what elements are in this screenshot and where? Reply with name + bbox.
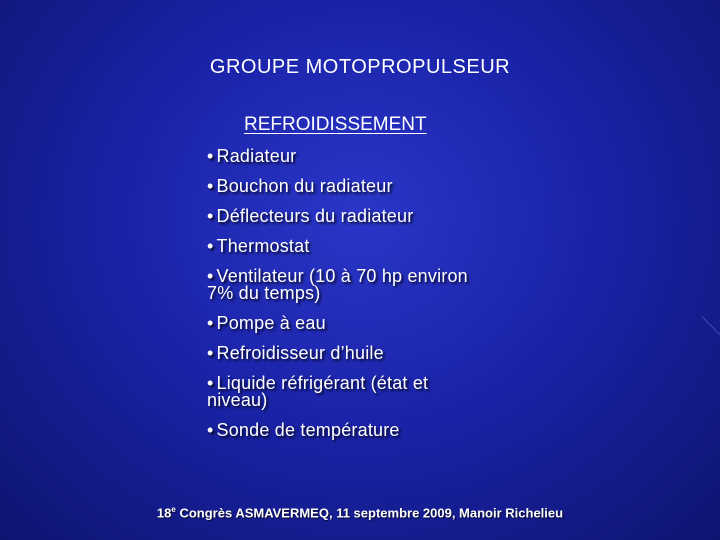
list-item-text: Thermostat (216, 236, 310, 256)
list-item-text-continued: 7% du temps) (207, 283, 321, 303)
list-item (207, 268, 527, 302)
slide-title: GROUPE MOTOPROPULSEUR (209, 56, 511, 78)
bullet-icon: • (207, 176, 214, 196)
list-item-text: Liquide réfrigérant (état et (216, 373, 429, 393)
footer-superscript: e (171, 505, 176, 514)
bullet-icon: • (207, 146, 214, 166)
list-item (207, 178, 527, 195)
list-item (207, 315, 527, 332)
bullet-icon: • (207, 266, 214, 286)
list-item-text: Radiateur (216, 146, 297, 166)
list-item (207, 208, 527, 225)
list-item-text: Ventilateur (10 à 70 hp environ (216, 266, 468, 286)
list-item-text: Bouchon du radiateur (216, 176, 393, 196)
list-item (207, 375, 527, 409)
bullet-icon: • (207, 206, 214, 226)
bullet-icon: • (207, 313, 214, 333)
list-item-text: Refroidisseur d’huile (216, 343, 384, 363)
list-item (207, 345, 527, 362)
footer-text: Congrès ASMAVERMEQ, 11 septembre 2009, Manoir Richelieu (175, 505, 564, 521)
bullet-list (207, 148, 527, 439)
list-item-text-continued: niveau) (207, 390, 268, 410)
bullet-icon: • (207, 373, 214, 393)
list-item (207, 422, 527, 439)
bullet-icon: • (207, 236, 214, 256)
slide-footer (0, 505, 720, 520)
slide-subtitle: REFROIDISSEMENT (244, 114, 427, 135)
bullet-icon: • (207, 420, 214, 440)
footer-number: 18 (156, 505, 172, 521)
list-item (207, 238, 527, 255)
decorative-streak (702, 316, 720, 338)
list-item (207, 148, 527, 165)
list-item-text: Sonde de température (216, 420, 400, 440)
bullet-icon: • (207, 343, 214, 363)
list-item-text: Pompe à eau (216, 313, 326, 333)
list-item-text: Déflecteurs du radiateur (216, 206, 414, 226)
